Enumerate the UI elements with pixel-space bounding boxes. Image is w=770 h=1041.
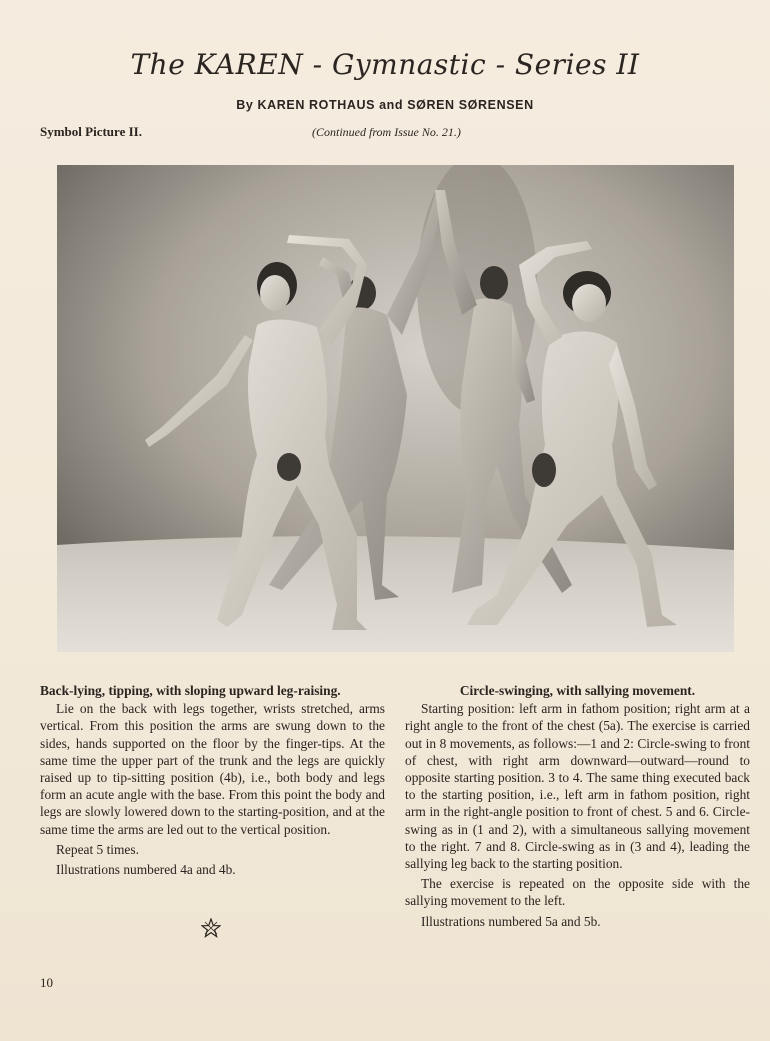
byline: By KAREN ROTHAUS and SØREN SØRENSEN bbox=[236, 98, 534, 112]
right-column bbox=[405, 682, 750, 933]
right-paragraph-opposite-side: The exercise is repeated on the opposite side with the sallying movement to the left. bbox=[405, 876, 750, 909]
symbol-picture-caption: Symbol Picture II. bbox=[40, 124, 142, 139]
left-column-heading: Back-lying, tipping, with sloping upward leg-raising. bbox=[40, 683, 341, 698]
left-paragraph-instructions: Lie on the back with legs together, wrists stretched, arms vertical. From this position the arms are swung down to the sides, hands supported on the floor by the finger-tips. At the same time the upper part of the trunk and the legs are quickly raised up to tip-sitting position (4b), i.e., both body and legs form an acute angle with the base. From this point the body and legs are slowly lowered down to the starting-position, and at the same time the arms are led out to the vertical position. bbox=[40, 701, 385, 837]
right-paragraph-illustrations: Illustrations numbered 5a and 5b. bbox=[421, 913, 601, 929]
left-paragraph-illustrations: Illustrations numbered 4a and 4b. bbox=[56, 862, 236, 878]
right-paragraph-instructions: Starting position: left arm in fathom position; right arm at a right angle to the front of the chest (5a). The exercise is carried out in 8 movements, as follows:—1 and 2: Circle-swing to front of chest, with right arm downward—outward—round to opposite starting position. 3 to 4. The same thing executed back to the starting position, i.e., left arm in fathom position, right arm in the right-angle position to front of chest. 5 and 6. Circle-swing as in (1 and 2), with a simultaneous sallying movement to the right. 7 and 8. Circle-swing as in (3 and 4), leading the sallying leg back to the starting position. bbox=[405, 701, 750, 872]
star-ornament-icon bbox=[201, 918, 221, 938]
page-number: 10 bbox=[40, 975, 53, 990]
left-column bbox=[40, 682, 385, 881]
left-paragraph-repeat: Repeat 5 times. bbox=[56, 841, 139, 857]
group-photo bbox=[57, 165, 734, 652]
article-title: The KAREN - Gymnastic - Series II bbox=[130, 48, 640, 81]
right-column-heading: Circle-swinging, with sallying movement. bbox=[459, 683, 696, 698]
continued-note: (Continued from Issue No. 21.) bbox=[312, 125, 461, 139]
